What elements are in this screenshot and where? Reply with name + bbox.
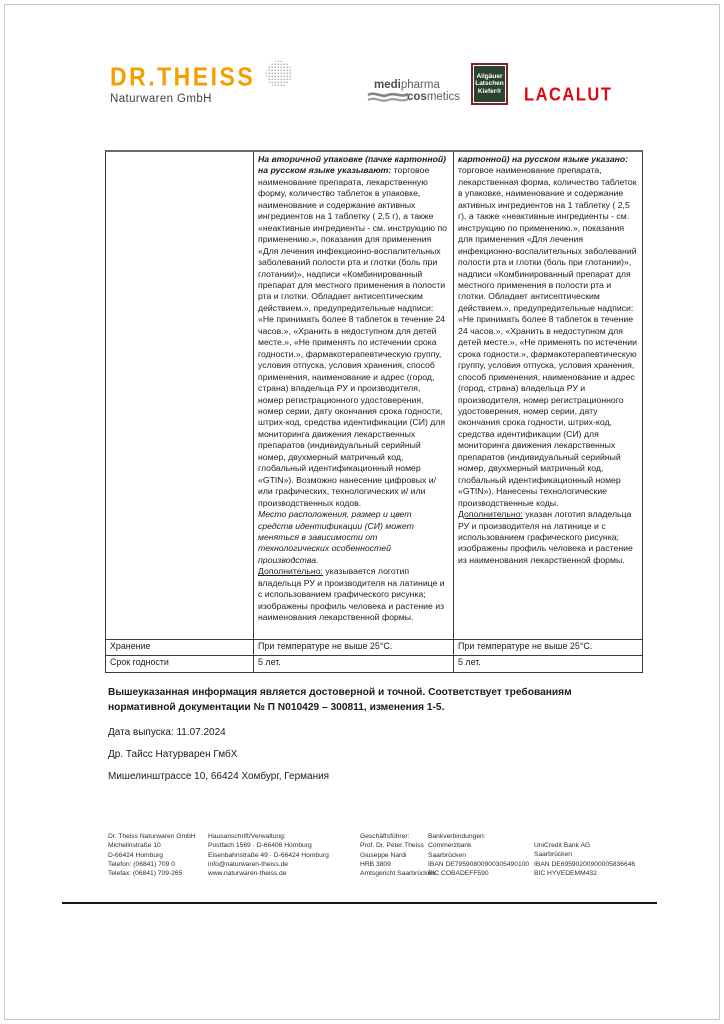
allgauer-line1: Allgäuer: [476, 72, 503, 80]
footer-line: Postfach 1569 · D-66406 Homburg: [208, 842, 312, 850]
footer-line: IBAN DE79590800900305490100: [428, 860, 530, 868]
footer-line: Dr. Theiss Naturwaren GmbH: [108, 833, 196, 840]
footer-line: BIC HYVEDEMM432: [534, 869, 597, 877]
release-date: Дата выпуска: 11.07.2024: [108, 727, 226, 738]
footer-line: BIC COBADEFF590: [428, 870, 489, 878]
dr-theiss-subtitle: Naturwaren GmbH: [110, 93, 212, 105]
footer-line: Telefon: (06841) 709 0: [108, 860, 175, 868]
footer-line: Hausanschrift/Verwaltung:: [208, 833, 286, 840]
accuracy-statement: Вышеуказанная информация является достоверной и точной. Соответствует требованиям нормативной документации № П N010429 – 300811, изменения 1-5.: [108, 687, 572, 713]
primary-package-text-cell: [454, 152, 642, 640]
footer-line: Geschäftsführer:: [360, 833, 410, 840]
shelf-life-row-value-2: 5 лет.: [458, 657, 481, 667]
globe-icon: [265, 60, 293, 88]
footer-line: Giuseppe Nardi: [360, 851, 407, 859]
storage-row-value-1: При температуре не выше 25°С.: [254, 640, 454, 656]
secondary-additional-paragraph: [258, 566, 448, 623]
footer-line: www.naturwaren-theiss.de: [208, 870, 287, 878]
shelf-life-row-value-1: 5 лет.: [254, 656, 454, 672]
lacalut-logo: LACALUT: [524, 85, 613, 106]
footer-address-column: [208, 832, 329, 878]
allgauer-latschen-kiefer-logo: [471, 63, 508, 105]
medipharma-pharma: pharma: [400, 79, 440, 91]
footer-management-column: [360, 832, 435, 878]
wave-icon: [367, 90, 409, 104]
table-cell-empty-label: [106, 152, 254, 640]
secondary-body-text: торговое наименование препарата, лекарственную форму, количество таблеток в упаковке, наименование и содержание активных ингредиентов на 1 таблетку ( 2,5 г), а также «неактивные ингредиенты - см. инструкцию по применению.», показания для применения «Для лечения инфекционно-воспалительных заболеваний полости рта и глотки (боль при глотании)», надписи «Комбинированный препарат для местного применения в полости рта и глотки. Обладает антисептическим действием.», предупредительные надписи: «Не принимать более 8 таблеток в течение 24 часов.», «Хранить в недоступном для детей месте.», «Не применять по истечении срока годности.», фармакотерапевтическую группу, условия отпуска, условия хранения, способ применения, наименование и адрес (город, страна) владельца РУ и производителя, номер регистрационного удостоверения, номер серии, дату окончания срока годности, штрих-код, средства идентификации (СИ) для мониторинга движения лекарственных препаратов (индивидуальный серийный номер, двухмерный матричный код, глобальный идентификационный номер «GTIN»). Возможно нанесение цифровых и/или графических, технологических и/ или производственных кодов.: [258, 165, 447, 508]
allgauer-line3: Kiefer®: [477, 87, 502, 95]
secondary-package-text-cell: [254, 152, 454, 640]
footer-line: HRB 3809: [360, 860, 391, 868]
medipharma-line2: [407, 92, 460, 104]
storage-row-label: Хранение: [106, 640, 254, 656]
primary-additional-paragraph: [458, 509, 637, 566]
storage-row-value-2: При температуре не выше 25°С.: [454, 640, 642, 656]
footer-bank-column-1: [428, 832, 529, 878]
footer-line: Saarbrücken: [534, 851, 572, 859]
footer-line: Amtsgericht Saarbrücken: [360, 870, 436, 878]
footer-bank-column-2: [534, 841, 635, 878]
medipharma-cos: cos: [407, 90, 427, 103]
dr-theiss-wordmark: DR.THEISS: [110, 62, 256, 92]
footer-line: IBAN DE69590200900005836646: [534, 860, 636, 868]
footer-line: Bankverbindungen:: [428, 833, 486, 840]
medipharma-logo: [367, 80, 460, 103]
primary-package-paragraph: [458, 154, 637, 509]
additional-label: Дополнительно:: [458, 509, 523, 520]
secondary-additional-text: указывается логотип владельца РУ и производителя на латинице и с использованием графического рисунка; изображены профиль человека и растение из наименования лекарственной формы.: [258, 566, 445, 623]
company-name-ru: Др. Тайсс Натурварен ГмбХ: [108, 749, 238, 760]
footer-line: Commerzbank: [428, 842, 472, 850]
medipharma-metics: metics: [426, 90, 461, 103]
dr-theiss-logo: [110, 62, 293, 105]
footer-company-column: [108, 832, 196, 878]
footer-line: D-66424 Homburg: [108, 851, 164, 859]
secondary-lead-text: На вторичной упаковке (пачке картонной) на русском языке указывают:: [258, 154, 447, 176]
footer-line: Telefax: (06841) 709-265: [108, 870, 183, 878]
company-address-ru: Мишелинштрассе 10, 66424 Хомбург, Германия: [108, 771, 330, 782]
footer-line: info@naturwaren-theiss.de: [208, 860, 289, 868]
medipharma-medi: medi: [374, 79, 401, 91]
footer-line: Michelinstraße 10: [108, 842, 161, 850]
additional-label: Дополнительно:: [258, 566, 323, 577]
primary-body-text: торговое наименование препарата, лекарственная форма, количество таблеток в упаковке, наименование и содержание активных ингредиентов на 1 таблетку ( 2,5 г), а также «неактивные ингредиенты - см. инструкцию по применению.», показания для применения «Для лечения инфекционно-воспалительных заболеваний полости рта и глотки (боль при глотании)», надписи «Комбинированный препарат для местного применения в полости рта и глотки. Обладает антисептическим действием.», предупредительные надписи: «Не принимать более 8 таблеток в течение 24 часов.», «Хранить в недоступном для детей месте.», «Не применять по истечении срока годности.», фармакотерапевтическую группу, условия отпуска, условия хранения, способ применения, наименование и адрес (город, страна) владельца РУ и производителя, номер регистрационного удостоверения, номер серии, дату окончания срока годности, штрих-код, средства идентификации (СИ) для мониторинга движения лекарственных препаратов (индивидуальный серийный номер, двухмерный матричный код, глобальный идентификационный номер «GTIN»). Нанесены технологические производственные коды.: [458, 165, 637, 508]
secondary-package-paragraph: [258, 154, 448, 509]
footer-line: Prof. Dr. Peter Theiss: [360, 842, 424, 850]
footer-line: Eisenbahnstraße 49 · D-66424 Homburg: [208, 851, 329, 859]
footer-divider-rule: [62, 902, 657, 904]
packaging-info-table: [105, 150, 643, 673]
shelf-life-row-label: Срок годности: [106, 656, 254, 672]
primary-lead-text: картонной) на русском языке указано:: [458, 154, 629, 164]
identification-note-text: Место расположения, размер и цвет средств идентификации (СИ) может меняться в зависимости от технологических особенностей производства.: [258, 509, 414, 565]
allgauer-line2: Latschen: [475, 80, 504, 88]
primary-additional-text: указан логотип владельца РУ и производителя на латинице и с использованием графического рисунка; изображены профиль человека и растение из наименования лекарственной формы.: [458, 509, 633, 565]
footer-line: Saarbrücken: [428, 851, 466, 859]
footer-line: UniCredit Bank AG: [534, 842, 591, 849]
